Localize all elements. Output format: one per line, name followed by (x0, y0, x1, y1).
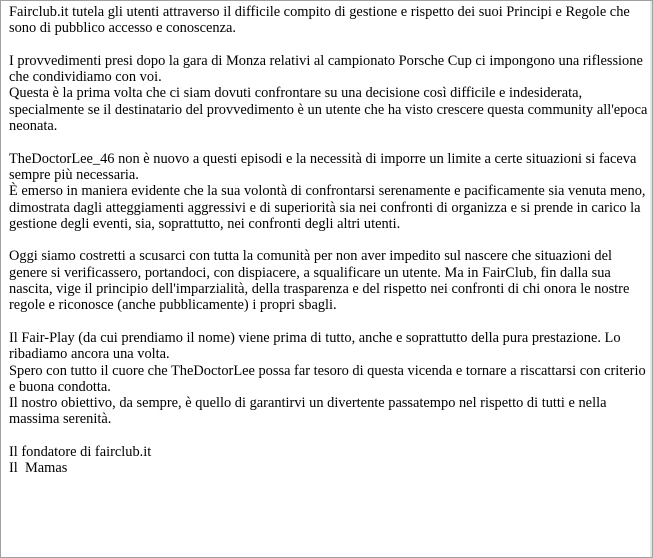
paragraph-emerged: È emerso in maniera evidente che la sua volontà di confrontarsi serenamente e pacificamente sia venuta meno, dimostrata dagli atteggiamenti aggressivi e di superiorità sia nei confronti di organizza e si prende in carico la gestione degli eventi, sia, soprattutto, nei confronti degli altri utenti. (9, 183, 646, 232)
paragraph-intro: Fairclub.it tutela gli utenti attraverso il difficile compito di gestione e rispetto dei suoi Principi e Regole che sono di pubblico accesso e conoscenza. (9, 4, 630, 37)
signature-title: Il fondatore di fairclub.it (9, 444, 152, 461)
blank-line (9, 428, 649, 444)
paragraph-thedoctorlee: TheDoctorLee_46 non è nuovo a questi episodi e la necessità di imporre un limite a certe situazioni si faceva sempre più necessaria. (9, 150, 637, 183)
blank-line (9, 37, 649, 53)
paragraph-fair-play: Il Fair-Play (da cui prendiamo il nome) viene prima di tutto, anche e soprattutto della pura prestazione. Lo ribadiamo ancora una volta. (9, 329, 621, 363)
blank-line (9, 134, 649, 150)
signature-name: Il Mamas (9, 460, 68, 477)
paragraph-objective: Il nostro obiettivo, da sempre, è quello di garantirvi un divertente passatempo nel rispetto di tutti e nella massima serenità. (9, 395, 607, 428)
blank-line (9, 314, 649, 330)
vertical-scrollbar[interactable] (650, 1, 652, 557)
paragraph-first-time: Questa è la prima volta che ci siam dovuti confrontare su una decisione così difficile e indesiderata, specialmente se il destinatario del provvedimento è un utente che ha visto crescere questa community all'epoca neonata. (9, 85, 648, 135)
paragraph-hope: Spero con tutto il cuore che TheDoctorLee possa far tesoro di questa vicenda e tornare a riscattarsi con criterio e buona condotta. (9, 362, 646, 395)
paragraph-apology: Oggi siamo costretti a scusarci con tutta la comunità per non aver impedito sul nascere che situazioni del genere si verificassero, portandoci, con dispiacere, a squalificare un utente. Ma in FairClub, fin dalla sua nascita, vige il principio dell'imparzialità, della trasparenza e del rispetto nei confronti di chi onora le nostre regole e riconosce (anche pubblicamente) i propri sbagli. (9, 248, 630, 314)
paragraph-monza: I provvedimenti presi dopo la gara di Monza relativi al campionato Porsche Cup ci impongono una riflessione che condividiamo con voi. (9, 52, 643, 86)
blank-line (9, 232, 649, 248)
document-body (9, 4, 649, 477)
